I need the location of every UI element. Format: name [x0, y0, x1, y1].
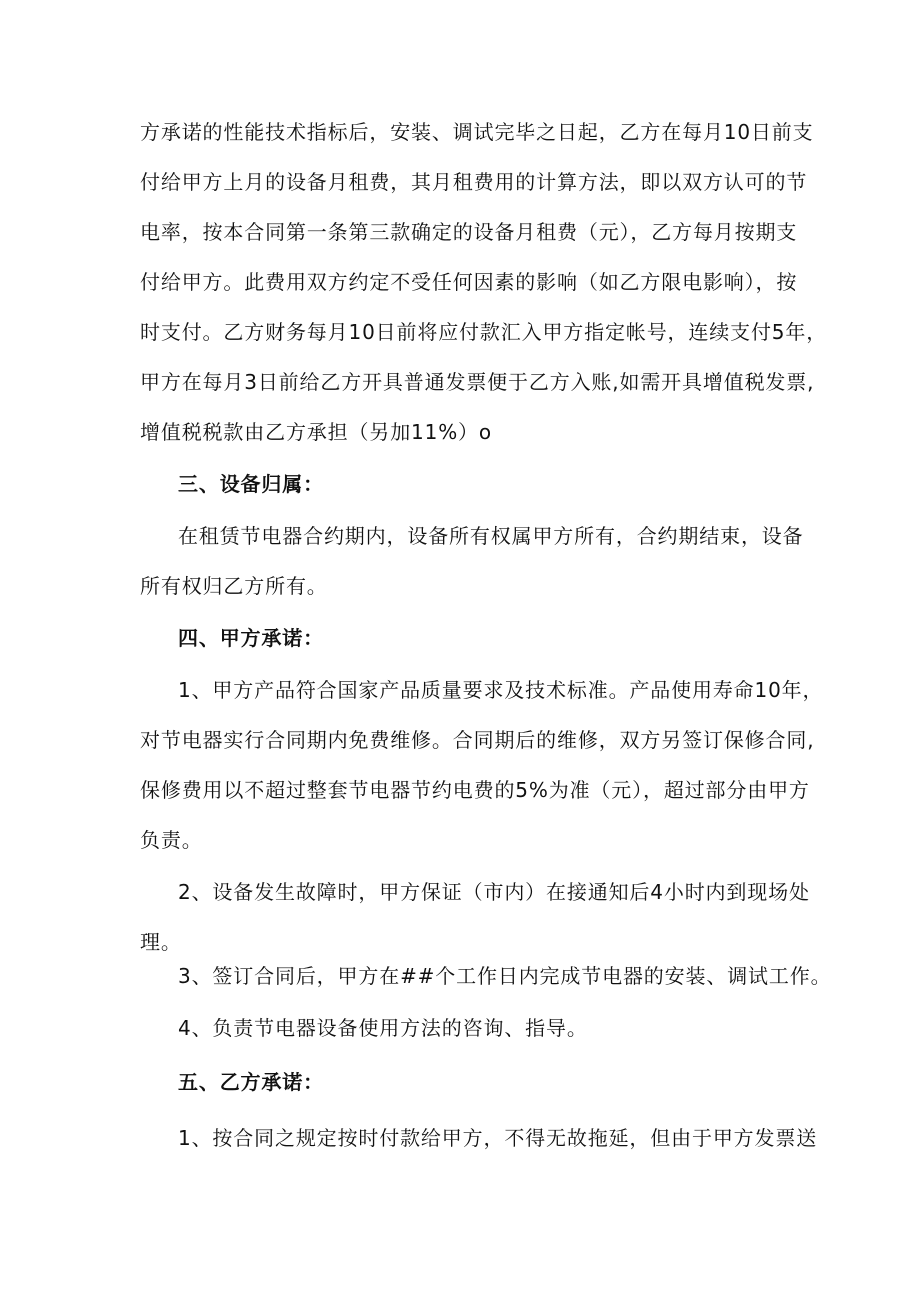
section-heading-3: 三、设备归属：	[178, 472, 324, 496]
list-item-line: 4、负责节电器设备使用方法的咨询、指导。	[178, 1016, 588, 1040]
paragraph-line: 增值税税款由乙方承担（另加11%）o	[140, 420, 492, 444]
list-item-line: 2、设备发生故障时，甲方保证（市内）在接通知后4小时内到现场处	[178, 880, 810, 904]
list-item-line: 负责。	[140, 828, 203, 852]
paragraph-line: 在租赁节电器合约期内，设备所有权属甲方所有，合约期结束，设备	[178, 524, 804, 548]
list-item-line: 保修费用以不超过整套节电器节约电费的5%为准（元），超过部分由甲方	[140, 778, 810, 802]
list-item-line: 1、按合同之规定按时付款给甲方，不得无故拖延，但由于甲方发票送	[178, 1126, 818, 1150]
paragraph-line: 付给甲方。此费用双方约定不受任何因素的影响（如乙方限电影响），按	[140, 270, 798, 294]
list-item-line: 理。	[140, 930, 182, 954]
paragraph-line: 时支付。乙方财务每月10日前将应付款汇入甲方指定帐号，连续支付5年，	[140, 320, 828, 344]
paragraph-line: 所有权归乙方所有。	[140, 574, 328, 598]
paragraph-line: 方承诺的性能技术指标后，安装、调试完毕之日起，乙方在每月10日前支	[140, 120, 814, 144]
section-heading-5: 五、乙方承诺：	[178, 1070, 324, 1094]
paragraph-line: 甲方在每月3日前给乙方开具普通发票便于乙方入账,如需开具增值税发票,	[140, 370, 815, 394]
list-item-line: 3、签订合同后，甲方在##个工作日内完成节电器的安装、调试工作。	[178, 964, 832, 988]
list-item-line: 1、甲方产品符合国家产品质量要求及技术标准。产品使用寿命10年，	[178, 678, 824, 702]
list-item-line: 对节电器实行合同期内免费维修。合同期后的维修，双方另签订保修合同,	[140, 728, 815, 752]
paragraph-line: 付给甲方上月的设备月租费，其月租费用的计算方法，即以双方认可的节	[140, 170, 808, 194]
section-heading-4: 四、甲方承诺：	[178, 626, 324, 650]
paragraph-line: 电率，按本合同第一条第三款确定的设备月租费（元），乙方每月按期支	[140, 220, 798, 244]
